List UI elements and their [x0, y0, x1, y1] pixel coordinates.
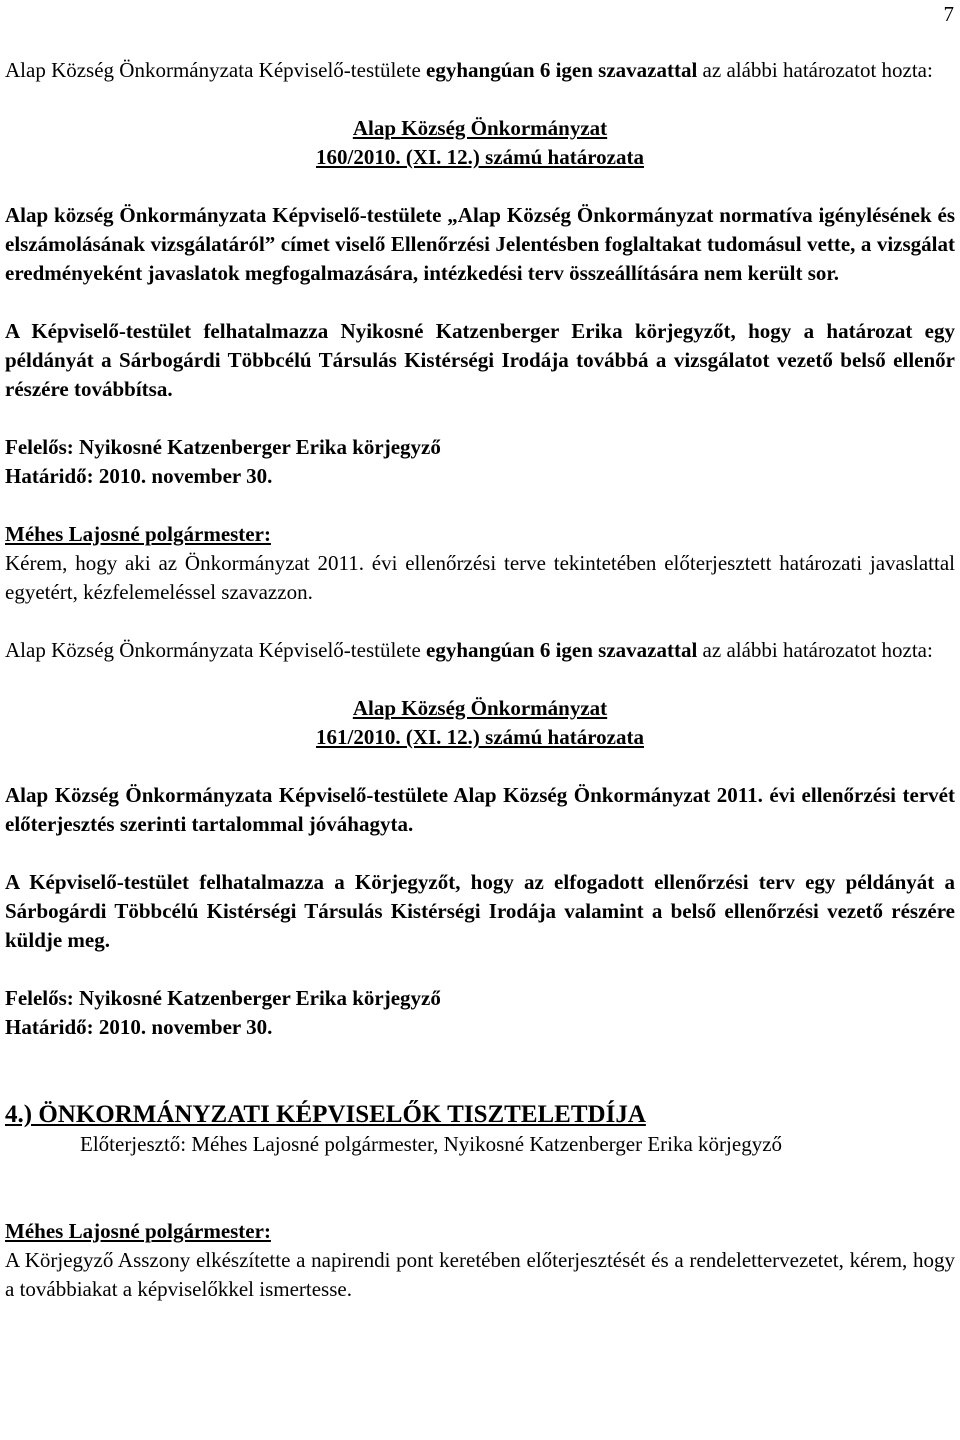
speech-block: [5, 520, 955, 607]
vote-intro-tail: az alábbi határozatot hozta:: [697, 58, 933, 82]
authorization-text: A Képviselő-testület felhatalmazza a Körjegyzőt, hogy az elfogadott ellenőrzési terv egy példányát a Sárbogárdi Többcélú Kistérségi Társulás Kistérségi Irodája valamint a belső ellenőrzési vezető részére küldje meg.: [5, 870, 955, 952]
deadline-line: Határidő: 2010. november 30.: [5, 464, 273, 488]
responsibility-block: [5, 433, 955, 491]
resolution-text: Alap Község Önkormányzata Képviselő-testülete Alap Község Önkormányzat 2011. évi ellenőrzési tervét előterjesztés szerinti tartalommal jóváhagyta.: [5, 783, 955, 836]
vote-result: egyhangúan 6 igen szavazattal: [426, 638, 698, 662]
speaker-label: Méhes Lajosné polgármester:: [5, 522, 271, 546]
page-number: 7: [943, 2, 954, 26]
responsible-line: Felelős: Nyikosné Katzenberger Erika körjegyző: [5, 986, 441, 1010]
vote-result: egyhangúan 6 igen szavazattal: [426, 58, 698, 82]
authorization-text: A Képviselő-testület felhatalmazza Nyikosné Katzenberger Erika körjegyzőt, hogy a határozat egy példányát a Sárbogárdi Többcélú Társulás Kistérségi Irodája továbbá a vizsgálatot vezető belső ellenőr részére továbbítsa.: [5, 319, 955, 401]
speech-text: Kérem, hogy aki az Önkormányzat 2011. évi ellenőrzési terve tekintetében előterjesztett határozati javaslattal egyetért, kézfelemeléssel szavazzon.: [5, 551, 955, 604]
speech-text: A Körjegyző Asszony elkészítette a napirendi pont keretében előterjesztését és a rendelettervezetet, kérem, hogy a továbbiakat a képviselőkkel ismertesse.: [5, 1248, 955, 1301]
resolution-heading: [5, 694, 955, 752]
document-body: [5, 56, 955, 1333]
deadline-line: Határidő: 2010. november 30.: [5, 1015, 273, 1039]
resolution-heading-line1: Alap Község Önkormányzat: [352, 116, 608, 140]
resolution-heading-line1: Alap Község Önkormányzat: [352, 696, 608, 720]
vote-intro: [5, 56, 955, 85]
section-title: 4.) ÖNKORMÁNYZATI KÉPVISELŐK TISZTELETDÍJA: [5, 1101, 646, 1128]
responsible-line: Felelős: Nyikosné Katzenberger Erika körjegyző: [5, 435, 441, 459]
vote-intro-text: Alap Község Önkormányzata Képviselő-testülete: [5, 638, 427, 662]
speech-block: [5, 1217, 955, 1304]
vote-intro-tail: az alábbi határozatot hozta:: [697, 638, 933, 662]
presenter-line: Előterjesztő: Méhes Lajosné polgármester, Nyikosné Katzenberger Erika körjegyző: [80, 1132, 783, 1156]
resolution-heading: [5, 114, 955, 172]
responsibility-block: [5, 984, 955, 1042]
resolution-text: Alap község Önkormányzata Képviselő-testülete „Alap Község Önkormányzat normatíva igénylésének és elszámolásának vizsgálatáról” címet viselő Ellenőrzési Jelentésben foglaltakat tudomásul vette, a vizsgálat eredményeként javaslatok megfogalmazására, intézkedési terv összeállítására nem került sor.: [5, 203, 955, 285]
vote-intro-text: Alap Község Önkormányzata Képviselő-testülete: [5, 58, 427, 82]
resolution-heading-line2: 161/2010. (XI. 12.) számú határozata: [315, 725, 644, 749]
speaker-label: Méhes Lajosné polgármester:: [5, 1219, 271, 1243]
resolution-heading-line2: 160/2010. (XI. 12.) számú határozata: [315, 145, 644, 169]
vote-intro: [5, 636, 955, 665]
